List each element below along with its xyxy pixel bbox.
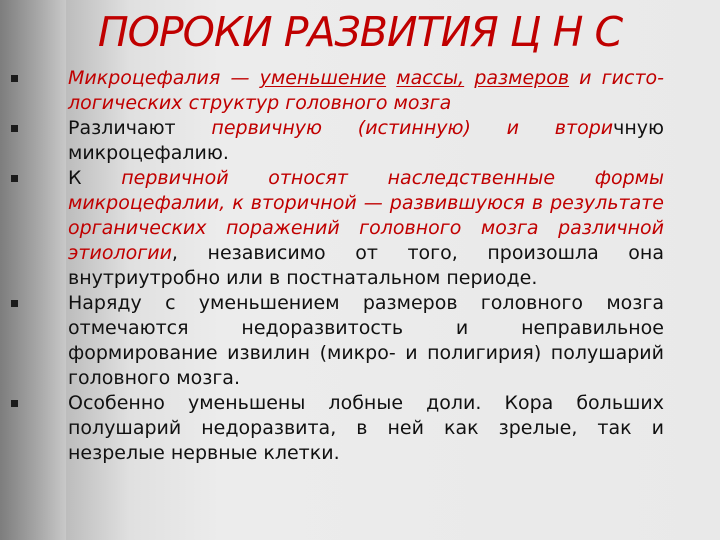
left-gradient-strip (0, 0, 66, 540)
square-bullet-icon (11, 400, 18, 407)
square-bullet-icon (11, 125, 18, 132)
text-segment: , независимо от того, произошла она внутриутробно или в постнатальном периоде. (68, 242, 664, 289)
text-segment: чную микроцефалию. (68, 117, 664, 164)
square-bullet-icon (11, 75, 18, 82)
text-segment: Особенно уменьшены лобные доли. Кора больших полушарий недоразвита, в ней как зрелые, так и незрелые нервные клетки. (68, 392, 664, 464)
text-segment (386, 67, 396, 89)
text-segment: и гисто-логических структур головного мозга (68, 67, 664, 114)
bullet-list (68, 66, 664, 466)
text-segment: Различают (68, 117, 212, 139)
bullet-item-microcephaly-definition (68, 66, 664, 116)
text-segment (464, 67, 474, 89)
bullet-item-types (68, 116, 664, 166)
text-segment: уменьшение (259, 67, 387, 89)
square-bullet-icon (11, 300, 18, 307)
square-bullet-icon (11, 175, 18, 182)
bullet-item-frontal-lobes (68, 391, 664, 466)
text-segment: К (68, 167, 122, 189)
bullet-item-primary-secondary (68, 166, 664, 291)
text-segment: массы, (396, 67, 465, 89)
slide-title: ПОРОКИ РАЗВИТИЯ Ц Н С (97, 8, 623, 56)
text-segment: первичную (истинную) и втори (211, 117, 614, 139)
text-segment: размеров (474, 67, 570, 89)
bullet-item-gyri (68, 291, 664, 391)
text-segment: Наряду с уменьшением размеров головного мозга отмечаются недоразвитость и неправильное формирование извилин (микро- и полигирия) полушарий головного мозга. (68, 292, 664, 389)
text-segment: Микроцефалия — (68, 67, 260, 89)
text-segment: первичной относят наследственные формы микроцефалии, к вторичной — развившуюся в результате органических поражений головного мозга различной этиологии (68, 167, 665, 264)
